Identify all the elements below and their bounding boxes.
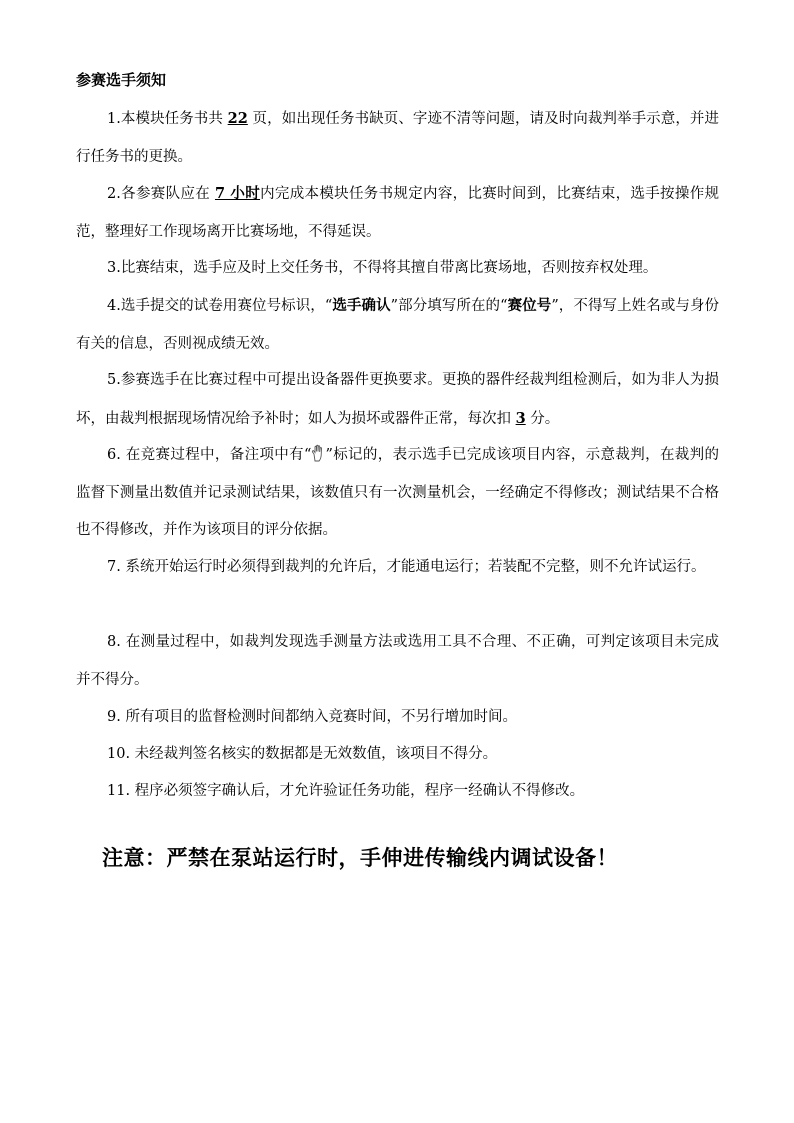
raised-hand-icon <box>311 440 325 458</box>
rule-1-text-end: 页，如出现任务书缺页、字迹不清等问题，请及时向裁判举手示意，并进行任务书的更换。 <box>76 111 719 165</box>
rule-1-text-start: 1.本模块任务书共 <box>107 111 228 127</box>
safety-notice: 注意：严禁在泵站运行时，手伸进传输线内调试设备！ <box>102 845 618 870</box>
rule-6-text-end: ”标记的，表示选手已完成该项目内容，示意裁判，在裁判的监督下测量出数值并记录测试结果，该数值只有一次测量机会，一经确定不得修改；测试结果不合格也不得修改，并作为该项目的评分依据。 <box>76 447 719 538</box>
time-limit: 7 小时 <box>214 185 261 202</box>
rule-7: 7. 系统开始运行时必须得到裁判的允许后，才能通电运行；若装配不完整，则不允许试运行。 <box>107 559 706 575</box>
rule-6 <box>76 437 719 550</box>
rule-11: 11. 程序必须签字确认后，才允许验证任务功能，程序一经确认不得修改。 <box>107 783 585 799</box>
confirm-label: 选手确认 <box>332 297 391 314</box>
penalty-points: 3 <box>515 409 526 427</box>
rule-10: 10. 未经裁判签名核实的数据都是无效数值，该项目不得分。 <box>107 746 498 762</box>
rule-4-text-mid: ”部分填写所在的“ <box>390 298 508 314</box>
page-title: 参赛选手须知 <box>76 71 167 89</box>
rule-1 <box>76 100 719 176</box>
rule-5 <box>76 362 719 438</box>
rule-2 <box>76 175 719 251</box>
rule-2-text-start: 2.各参赛队应在 <box>107 186 215 202</box>
rule-4-text-start: 4.选手提交的试卷用赛位号标识，“ <box>107 298 333 314</box>
rule-2-text-end: 内完成本模块任务书规定内容，比赛时间到，比赛结束，选手按操作规范，整理好工作现场离开比赛场地，不得延误。 <box>76 186 720 240</box>
rule-5-text-start: 5.参赛选手在比赛过程中可提出设备器件更换要求。更换的器件经裁判组检测后，如为非人为损坏，由裁判根据现场情况给予补时；如人为损坏或器件正常，每次扣 <box>76 372 719 427</box>
rule-9: 9. 所有项目的监督检测时间都纳入竞赛时间，不另行增加时间。 <box>107 709 517 725</box>
rule-6-text-start: 6. 在竞赛过程中，备注项中有“ <box>107 447 312 463</box>
seat-number-label: 赛位号 <box>507 297 552 314</box>
rule-3: 3.比赛结束，选手应及时上交任务书，不得将其擅自带离比赛场地，否则按弃权处理。 <box>107 260 658 276</box>
rule-5-text-end: 分。 <box>525 410 560 427</box>
page-count: 22 <box>227 110 248 127</box>
rule-4 <box>76 287 719 363</box>
rule-4-text-end: ”，不得写上姓名或与身份有关的信息，否则视成绩无效。 <box>76 298 720 352</box>
rule-8: 8. 在测量过程中，如裁判发现选手测量方法或选用工具不合理、不正确，可判定该项目未完成并不得分。 <box>76 634 719 688</box>
